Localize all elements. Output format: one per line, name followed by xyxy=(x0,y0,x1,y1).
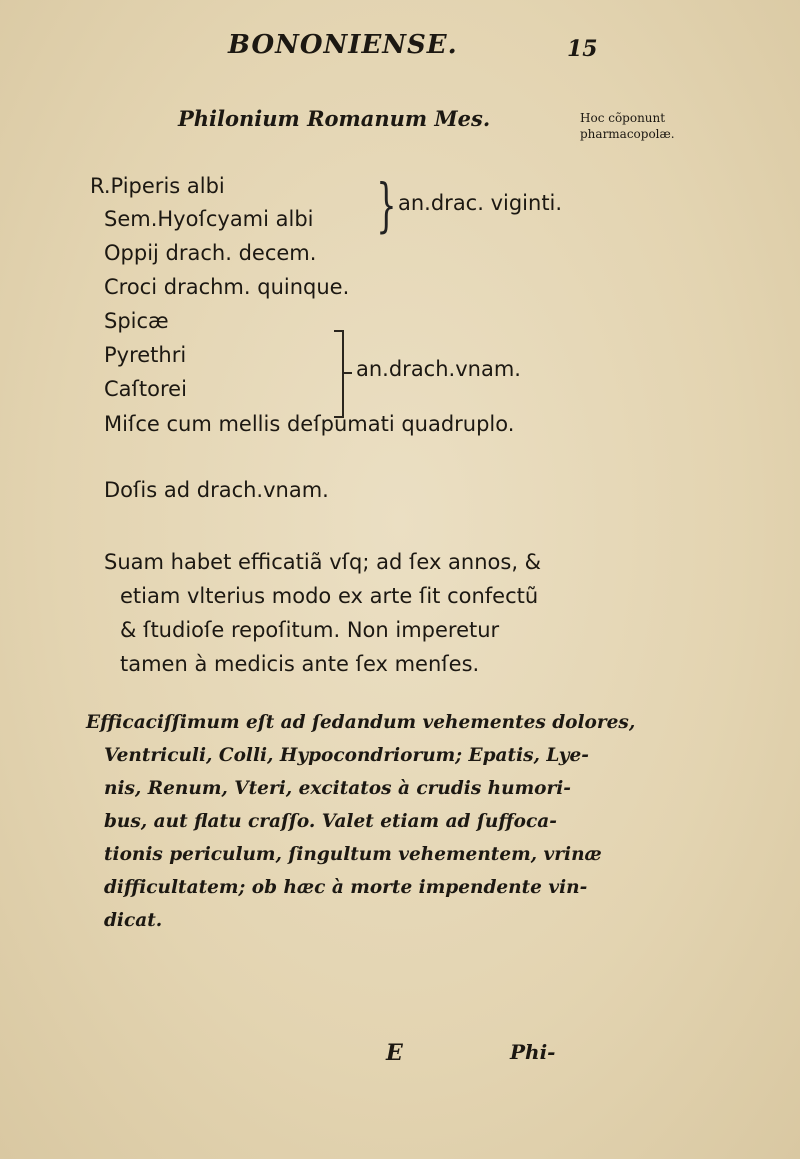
recipe-title: Philonium Romanum Mes. xyxy=(178,106,491,131)
margin-note xyxy=(580,110,675,142)
indications-line-4: bus, aut flatu craſſo. Valet etiam ad ſuffoca- xyxy=(104,811,557,832)
brace-left-1: } xyxy=(376,171,397,239)
efficacy-line-3: & ſtudioſe repoſitum. Non imperetur xyxy=(120,618,500,642)
brace-2-point xyxy=(344,372,352,374)
recipe-line-6: Pyrethri xyxy=(104,343,187,367)
catchword: Phi- xyxy=(510,1040,556,1064)
indications-line-7: dicat. xyxy=(104,910,163,931)
recipe-line-4: Croci drachm. quinque. xyxy=(104,275,350,299)
recipe-line-2: Sem.Hyoſcyami albi xyxy=(104,207,314,231)
recipe-line-8: Miſce cum mellis deſpumati quadruplo. xyxy=(104,412,515,436)
bracket-2-text: an.drach.vnam. xyxy=(356,357,521,381)
recipe-line-3: Oppij drach. decem. xyxy=(104,241,317,265)
indications-line-2: Ventriculi, Colli, Hypocondriorum; Epatis, Lye- xyxy=(104,745,589,766)
indications-line-1: Efficaciſſimum eſt ad ſedandum vehementes dolores, xyxy=(86,712,636,733)
signature-mark: E xyxy=(386,1040,403,1066)
efficacy-line-2: etiam vlterius modo ex arte ſit confectũ xyxy=(120,584,539,608)
page-number: 15 xyxy=(567,36,598,62)
recipe-line-1: R.Piperis albi xyxy=(90,174,225,198)
indications-line-5: tionis periculum, ſingultum vehementem, vrinæ xyxy=(104,844,602,865)
recipe-line-7: Caſtorei xyxy=(104,377,187,401)
bracket-1-text: an.drac. viginti. xyxy=(398,191,563,215)
efficacy-line-4: tamen à medicis ante ſex menſes. xyxy=(120,652,480,676)
indications-line-6: difficultatem; ob hæc à morte impendente vin- xyxy=(104,877,588,898)
margin-note-line1: Hoc cõponunt xyxy=(580,111,666,125)
indications-line-3: nis, Renum, Vteri, excitatos à crudis humori- xyxy=(104,778,571,799)
dose-line: Doſis ad drach.vnam. xyxy=(104,478,329,502)
recipe-line-5: Spicæ xyxy=(104,309,169,333)
running-head: BONONIENSE. xyxy=(228,30,458,60)
brace-2-top xyxy=(334,330,344,332)
margin-note-line2: pharmacopolæ. xyxy=(580,127,675,141)
brace-2-bar xyxy=(342,330,344,418)
efficacy-line-1: Suam habet efficatiã vſq; ad ſex annos, & xyxy=(104,550,542,574)
